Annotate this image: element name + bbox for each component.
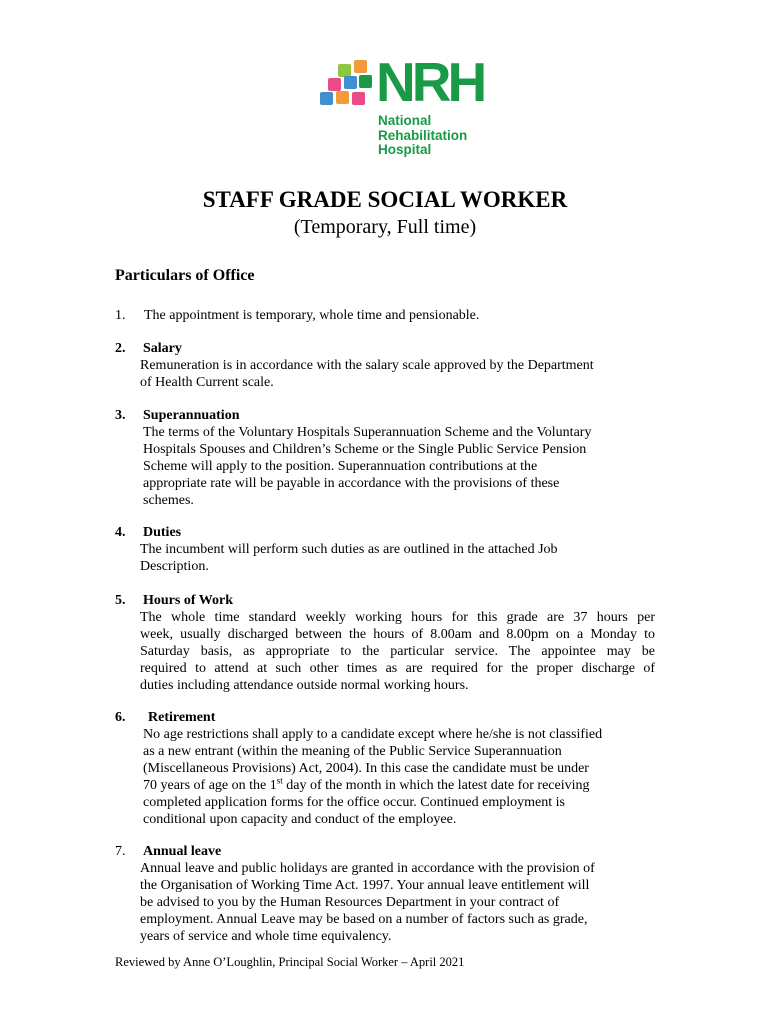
item-title: Superannuation (143, 408, 240, 423)
item-body (143, 424, 653, 509)
item-number: 5. (115, 593, 126, 608)
item-body (140, 860, 655, 945)
item-line: employment. Annual Leave may be based on a number of factors such as grade, (140, 912, 588, 927)
item-number: 4. (115, 525, 126, 540)
item-line: week, usually discharged between the hours of 8.00am and 8.00pm on a Monday to (140, 627, 655, 642)
logo-line-rehabilitation: Rehabilitation (378, 127, 468, 143)
logo-mark-icon (318, 60, 376, 108)
item-line: Annual leave and public holidays are granted in accordance with the provision of (140, 861, 595, 876)
item-line-part: day of the month in which the latest date for receiving (282, 778, 590, 793)
item-line: The terms of the Voluntary Hospitals Superannuation Scheme and the Voluntary (143, 425, 592, 440)
item-line: completed application forms for the office occur. Continued employment is (143, 795, 565, 810)
item-title: Duties (143, 525, 182, 540)
item-line: The whole time standard weekly working hours for this grade are 37 hours per (140, 610, 655, 625)
item-line: required to attend at such other times as are required for the proper discharge of (140, 661, 655, 676)
item-line-part: 70 years of age on the 1 (143, 778, 277, 793)
section-heading: Particulars of Office (115, 267, 255, 284)
item-body (140, 609, 655, 694)
item-line: schemes. (143, 493, 194, 508)
logo-letters: NRH (376, 51, 484, 113)
item-line: years of service and whole time equivalency. (140, 929, 392, 944)
page-subtitle: (Temporary, Full time) (293, 216, 477, 238)
nrh-logo (318, 51, 508, 160)
item-number: 6. (115, 710, 126, 725)
item-line: appropriate rate will be payable in accordance with the provisions of these (143, 476, 560, 491)
item-line: (Miscellaneous Provisions) Act, 2004). In this case the candidate must be under (143, 761, 589, 776)
logo-line-hospital: Hospital (378, 142, 432, 157)
item-title: Hours of Work (143, 593, 233, 608)
item-title: Retirement (148, 710, 216, 725)
item-line: No age restrictions shall apply to a candidate except where he/she is not classified (143, 727, 603, 742)
item-line: as a new entrant (within the meaning of the Public Service Superannuation (143, 744, 562, 759)
footer-note: Reviewed by Anne O’Loughlin, Principal Social Worker – April 2021 (115, 955, 465, 969)
item-line: Saturday basis, as appropriate to the particular service. The appointee may be (140, 644, 655, 659)
item-number: 3. (115, 408, 126, 423)
item-line: Remuneration is in accordance with the salary scale approved by the Department (140, 358, 594, 373)
item-number: 1. (115, 308, 126, 323)
item-body (140, 541, 650, 575)
item-title: Annual leave (143, 844, 222, 859)
item-line: Hospitals Spouses and Children’s Scheme or the Single Public Service Pension (143, 442, 587, 457)
ordinal-suffix: st (276, 775, 283, 786)
logo-line-national: National (378, 113, 432, 128)
logo-name (378, 114, 467, 158)
item-line: be advised to you by the Human Resources Department in your contract of (140, 895, 560, 910)
item-line: The incumbent will perform such duties as are outlined in the attached Job (140, 542, 558, 557)
page-title: STAFF GRADE SOCIAL WORKER (202, 187, 568, 212)
item-line: duties including attendance outside normal working hours. (140, 678, 469, 693)
item-line: of Health Current scale. (140, 375, 274, 390)
item-number: 7. (115, 844, 126, 859)
item-body (143, 726, 658, 828)
item-number: 2. (115, 341, 126, 356)
item-title: Salary (143, 341, 182, 356)
item-line: conditional upon capacity and conduct of the employee. (143, 812, 457, 827)
item-line: the Organisation of Working Time Act. 1997. Your annual leave entitlement will (140, 878, 590, 893)
item-line (143, 777, 658, 794)
item-body (140, 357, 650, 391)
item-line: Description. (140, 559, 209, 574)
item-line: Scheme will apply to the position. Superannuation contributions at the (143, 459, 538, 474)
item-text: The appointment is temporary, whole time and pensionable. (144, 308, 480, 323)
